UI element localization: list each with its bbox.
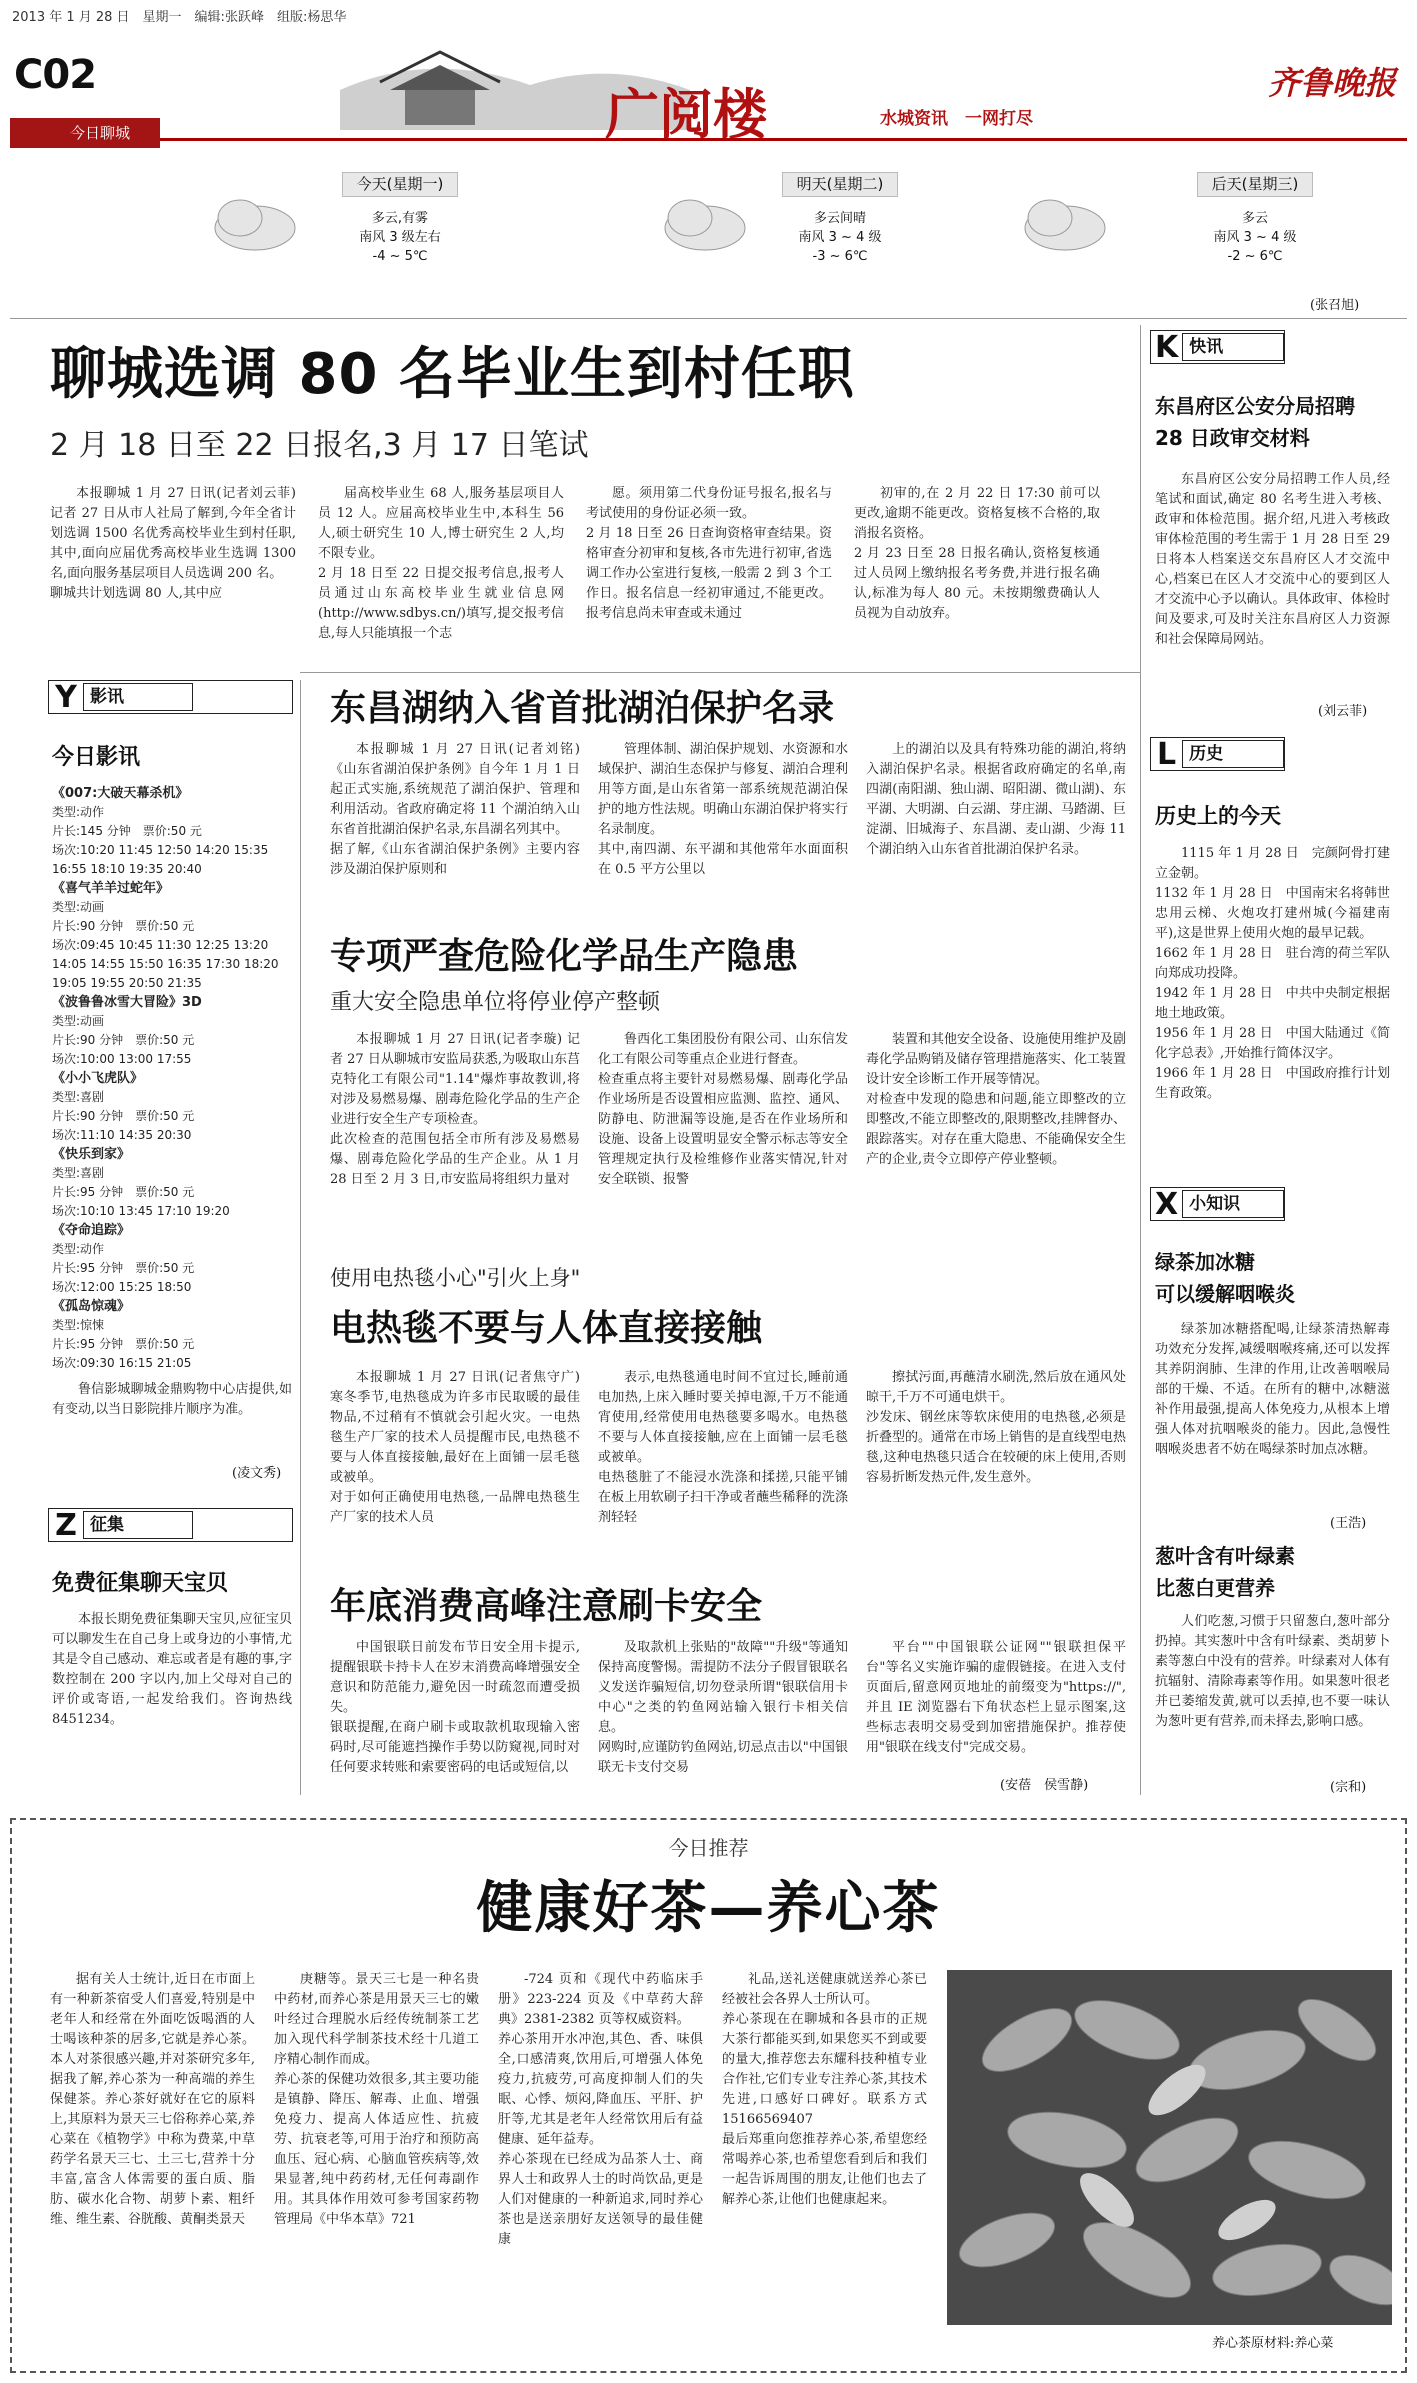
promo-column-3: -724 页和《现代中药临床手册》223-224 页及《中草药大辞典》2381-2382 页等权威资料。 养心茶用开水冲泡,其色、香、味俱全,口感清爽,饮用后,可增强人体免疫力,抗疲劳,可高度抑制人们的失眠、心悸、烦闷,降血压、平肝、护肝等,尤其是老年人经常饮用后有益健康、延年益寿。 养心茶现在已经成为品茶人士、商界人士和政界人士的时尚饮品,更是人们对健康的一种新追求,同时养心茶也是送亲朋好友送领导的最佳健康 — [498, 1972, 703, 2247]
weather-byline: (张召旭) — [1310, 298, 1360, 313]
section-name: 快讯 — [1182, 333, 1284, 361]
zhishi-byline-b: (宗和) — [1330, 1780, 1367, 1795]
lishi-tag — [1150, 737, 1285, 771]
right-column-divider — [1140, 325, 1141, 1795]
zhishi-headline-line2: 可以缓解咽喉炎 — [1155, 1282, 1295, 1306]
film-detail: 类型:喜剧 — [52, 1166, 105, 1180]
page-section-bar — [10, 118, 160, 148]
section-name: 小知识 — [1182, 1190, 1284, 1218]
zhishi-headline-b — [1155, 1540, 1295, 1604]
weather-temp: -4 ~ 5℃ — [372, 249, 428, 264]
blanket-column-1: 本报聊城 1 月 27 日讯(记者焦守广) 寒冬季节,电热毯成为许多市民取暖的最佳物品,不过稍有不慎就会引起火灾。一电热毯生产厂家的技术人员提醒市民,电热毯不要与人体直接接触,最好在上面铺一层毛毯或被单。 对于如何正确使用电热毯,一品牌电热毯生产厂家的技术人员 — [330, 1370, 580, 1525]
film-detail: 19:05 19:55 20:50 21:35 — [52, 976, 202, 990]
yingxun-headline: 今日影讯 — [52, 745, 141, 770]
brand-logo: 齐鲁晚报 — [1268, 64, 1397, 102]
promo-column-4: 礼品,送礼送健康就送养心茶已经被社会各界人士所认可。 养心茶现在在聊城和各县市的正规大茶行都能买到,如果您买不到或要的量大,推荐您去东耀科技种植专业合作社,它们专业专注养心茶,其技术先进,口感好口碑好。联系方式 15166569407 最后郑重向您推荐养心茶,希望您经常喝养心茶,也希望您看到后和我们一起告诉周围的朋友,让他们也去了解养心茶,让他们也健康起来。 — [722, 1972, 927, 2207]
zhishi-headline-a — [1155, 1246, 1295, 1310]
film-detail: 片长:145 分钟 票价:50 元 — [52, 824, 202, 838]
chem-subhead: 重大安全隐患单位将停业停产整顿 — [330, 990, 661, 1015]
film-detail: 场次:09:45 10:45 11:30 12:25 13:20 — [52, 938, 269, 952]
left-column-divider — [300, 680, 301, 1795]
weather-temp: -3 ~ 6℃ — [812, 249, 868, 264]
film-title: 《007:大破天幕杀机》 — [52, 786, 189, 801]
page-section-label: 今日聊城 — [70, 124, 131, 142]
section-letter: Y — [55, 679, 77, 715]
column-title: 广阅楼 — [605, 83, 767, 146]
page-code: C02 — [14, 52, 97, 98]
lake-column-1: 本报聊城 1 月 27 日讯(记者刘铭) 《山东省湖泊保护条例》自今年 1 月 1 日起正式实施,系统规范了湖泊保护、管理和利用活动。省政府确定将 11 个湖泊纳入山东省首批湖泊保护名录,东昌湖名列其中。 据了解,《山东省湖泊保护条例》主要内容涉及湖泊保护原则和 — [330, 742, 580, 877]
film-detail: 片长:90 分钟 票价:50 元 — [52, 919, 195, 933]
weather-desc: 多云 — [1241, 211, 1268, 226]
zhengji-tag — [48, 1508, 293, 1542]
film-detail: 类型:动作 — [52, 1242, 105, 1256]
film-detail: 场次:12:00 15:25 18:50 — [52, 1280, 192, 1294]
lead-column-1: 本报聊城 1 月 27 日讯(记者刘云菲) 记者 27 日从市人社局了解到,今年全省计划选调 1500 名优秀高校毕业生到村任职,其中,面向应届优秀高校毕业生选调 1300 名,面向服务基层项目人员选调 200 名。 聊城共计划选调 80 人,其中应 — [50, 486, 296, 601]
film-detail: 类型:动画 — [52, 900, 105, 914]
lead-column-2: 届高校毕业生 68 人,服务基层项目人员 12 人。应届高校毕业生中,本科生 56 人,硕士研究生 10 人,博士研究生 2 人,均不限专业。 2 月 18 日至 22 日提交报考信息,报考人员通过山东高校毕业生就业信息网(http://www.sdbys.cn/)填写,提交报考信息,每人只能填报一个志 — [318, 486, 564, 641]
section-name: 征集 — [83, 1511, 193, 1539]
lead-column-3: 愿。须用第二代身份证号报名,报名与考试使用的身份证必须一致。 2 月 18 日至 26 日查询资格审查结果。资格审查分初审和复核,各市先进行初审,省选调工作办公室进行复核,一般需 2 到 3 个工作日。报名信息一经初审通过,不能更改。报考信息尚未审查或未通过 — [586, 486, 832, 621]
film-detail: 场次:11:10 14:35 20:30 — [52, 1128, 192, 1142]
lead-headline: 聊城选调 80 名毕业生到村任职 — [50, 342, 855, 407]
tea-plant-photo — [947, 1970, 1392, 2325]
weather-after — [1160, 172, 1350, 266]
zhishi-body-a: 绿茶加冰糖搭配喝,让绿茶清热解毒功效充分发挥,减缓咽喉疼痛,还可以发挥其养阴润肺、生津的作用,让改善咽喉局部的干燥、不适。在所有的糖中,冰糖滋补作用最强,提高人体免疫力,从根本上增强人体对抗咽喉炎的能力。因此,急慢性咽喉炎患者不妨在喝绿茶时加点冰糖。 — [1155, 1322, 1390, 1457]
lishi-headline: 历史上的今天 — [1155, 804, 1281, 828]
film-detail: 片长:95 分钟 票价:50 元 — [52, 1337, 195, 1351]
photo-caption: 养心茶原材料:养心菜 — [1212, 2336, 1334, 2351]
promo-kicker: 今日推荐 — [668, 1836, 749, 1860]
weather-today — [310, 172, 490, 266]
film-detail: 片长:90 分钟 票价:50 元 — [52, 1109, 195, 1123]
lake-headline: 东昌湖纳入省首批湖泊保护名录 — [330, 688, 835, 729]
section-letter: Z — [55, 1507, 77, 1543]
chem-headline: 专项严查危险化学品生产隐患 — [330, 936, 799, 977]
film-detail: 类型:惊悚 — [52, 1318, 105, 1332]
chem-column-2: 鲁西化工集团股份有限公司、山东信发化工有限公司等重点企业进行督查。 检查重点将主要针对易燃易爆、剧毒化学品作业场所是否设置相应监测、监控、通风、防静电、防泄漏等设施,是否在作业场所和设施、设备上设置明显安全警示标志等安全管理规定执行及检维修作业落实情况,针对安全联锁、报警 — [598, 1032, 848, 1187]
card-column-3: 平台""中国银联公证网""银联担保平台"等名义实施诈骗的虚假链接。在进入支付页面后,留意网页地址的前缀变为"https://",并且 IE 浏览器右下角状态栏上显示图案,这些标志表明交易受到加密措施保护。推荐使用"银联在线支付"完成交易。 — [866, 1640, 1126, 1755]
weather-day-label: 今天(星期一) — [342, 172, 459, 197]
lead-subhead: 2 月 18 日至 22 日报名,3 月 17 日笔试 — [50, 428, 589, 463]
card-column-2: 及取款机上张贴的"故障""升级"等通知保持高度警惕。需提防不法分子假冒银联名义发送诈骗短信,切勿登录所谓"银联信用卡中心"之类的钓鱼网站输入银行卡相关信息。 网购时,应谨防钓鱼网站,切忌点击以"中国银联无卡支付交易 — [598, 1640, 848, 1775]
zhishi-body-b: 人们吃葱,习惯于只留葱白,葱叶部分扔掉。其实葱叶中含有叶绿素、类胡萝卜素等葱白中没有的营养。叶绿素对人体有抗辐射、清除毒素等作用。如果葱叶很老并已萎缩发黄,就可以丢掉,也不要一味认为葱叶更有营养,而未择去,影响口感。 — [1155, 1614, 1390, 1729]
weather-wind: 南风 3 ~ 4 级 — [1213, 230, 1297, 245]
film-detail: 16:55 18:10 19:35 20:40 — [52, 862, 202, 876]
kuaixun-byline: (刘云菲) — [1318, 704, 1368, 719]
section-letter: K — [1154, 329, 1179, 365]
film-detail: 场次:10:00 13:00 17:55 — [52, 1052, 192, 1066]
promo-column-1: 据有关人士统计,近日在市面上有一种新茶宿受人们喜爱,特别是中老年人和经常在外面吃饭喝酒的人士喝该种茶的居多,它就是养心茶。本人对茶很感兴趣,并对茶研究多年,据我了解,养心茶为一种高端的养生保健茶。养心茶好就好在它的原料上,其原料为景天三七俗称养心菜,养心菜在《植物学》中称为费菜,中草药学名景天三七、土三七,营养十分丰富,富含人体需要的蛋白质、脂肪、碳水化合物、胡萝卜素、粗纤维、维生素、谷胱酸、黄酮类景天 — [50, 1972, 255, 2227]
zhengji-headline: 免费征集聊天宝贝 — [52, 1571, 229, 1596]
yingxun-note: 鲁信影城聊城金鼎购物中心店提供,如有变动,以当日影院排片顺序为准。 — [52, 1382, 292, 1417]
section-letter: L — [1157, 736, 1177, 772]
section-name: 历史 — [1182, 740, 1284, 768]
lake-column-3: 上的湖泊以及具有特殊功能的湖泊,将纳入湖泊保护名录。根据省政府确定的名单,南四湖(南阳湖、独山湖、昭阳湖、微山湖)、东平湖、大明湖、白云湖、芽庄湖、马踏湖、巨淀湖、旧城海子、东昌湖、麦山湖、少海 11 个湖泊纳入山东省首批湖泊保护名录。 — [866, 742, 1126, 857]
cloud-sun-icon — [650, 188, 750, 258]
zhishi-headline-line1: 绿茶加冰糖 — [1155, 1250, 1255, 1274]
section-letter: X — [1154, 1186, 1179, 1222]
promo-headline: 健康好茶—养心茶 — [476, 1876, 941, 1941]
card-byline: (安蓓 侯雪静) — [1000, 1778, 1089, 1793]
kuaixun-headline-line2: 28 日政审交材料 — [1155, 426, 1310, 450]
film-title: 《喜气羊羊过蛇年》 — [52, 881, 170, 896]
zhishi-headline-line4: 比葱白更营养 — [1155, 1576, 1275, 1600]
kuaixun-headline-line1: 东昌府区公安分局招聘 — [1155, 394, 1355, 418]
tea-plant-image — [947, 1970, 1392, 2325]
yingxun-tag — [48, 680, 293, 714]
chem-column-1: 本报聊城 1 月 27 日讯(记者李璇) 记者 27 日从聊城市安监局获悉,为吸取山东莒克特化工有限公司"1.14"爆炸事故教训,将对涉及易燃易爆、剧毒危险化学品的生产企业进行安全生产专项检查。 此次检查的范围包括全市所有涉及易燃易爆、剧毒危险化学品的生产企业。从 1 月 28 日至 2 月 3 日,市安监局将组织力量对 — [330, 1032, 580, 1187]
film-title: 《孤岛惊魂》 — [52, 1299, 131, 1314]
film-detail: 片长:95 分钟 票价:50 元 — [52, 1261, 195, 1275]
yingxun-byline: (凌文秀) — [232, 1466, 282, 1481]
film-detail: 场次:09:30 16:15 21:05 — [52, 1356, 192, 1370]
film-title: 《小小飞虎队》 — [52, 1071, 144, 1086]
zhishi-headline-line3: 葱叶含有叶绿素 — [1155, 1544, 1295, 1568]
cloud-icon — [1010, 188, 1110, 258]
zhishi-byline-a: (王浩) — [1330, 1516, 1367, 1531]
blanket-column-2: 表示,电热毯通电时间不宜过长,睡前通电加热,上床入睡时要关掉电源,千万不能通宵使用,经常使用电热毯要多喝水。电热毯不要与人体直接接触,应在上面铺一层毛毯或被单。 电热毯脏了不能浸水洗涤和揉搓,只能平铺在板上用软刷子扫干净或者蘸些稀释的洗涤剂轻轻 — [598, 1370, 848, 1525]
film-detail: 类型:动画 — [52, 1014, 105, 1028]
film-title: 《波鲁鲁冰雪大冒险》3D — [52, 995, 202, 1010]
card-headline: 年底消费高峰注意刷卡安全 — [330, 1586, 763, 1627]
cloud-icon — [200, 188, 300, 258]
weather-temp: -2 ~ 6℃ — [1227, 249, 1283, 264]
kuaixun-tag — [1150, 330, 1285, 364]
kuaixun-headline — [1155, 390, 1355, 454]
blanket-headline: 电热毯不要与人体直接接触 — [330, 1308, 763, 1349]
weather-tomorrow — [745, 172, 935, 266]
divider — [10, 318, 1407, 319]
film-detail: 场次:10:10 13:45 17:10 19:20 — [52, 1204, 230, 1218]
card-column-1: 中国银联日前发布节日安全用卡提示,提醒银联卡持卡人在岁末消费高峰增强安全意识和防范能力,避免因一时疏忽而遭受损失。 银联提醒,在商户刷卡或取款机取现输入密码时,尽可能遮挡操作手势以防窥视,同时对任何要求转账和索要密码的电话或短信,以 — [330, 1640, 580, 1775]
weather-day-label: 后天(星期三) — [1197, 172, 1314, 197]
weather-desc: 多云间晴 — [813, 211, 866, 226]
film-detail: 类型:动作 — [52, 805, 105, 819]
dateline: 2013 年 1 月 28 日 星期一 编辑:张跃峰 组版:杨思华 — [12, 10, 347, 25]
promo-column-2: 庚糖等。景天三七是一种名贵中药材,而养心茶是用景天三七的嫩叶经过合理脱水后经传统制茶工艺加入现代科学制茶技术经十几道工序精心制作而成。 养心茶的保健功效很多,其主要功能是镇静、降压、解毒、止血、增强免疫力、提高人体适应性、抗疲劳、抗衰老等,可用于治疗和预防高血压、冠心病、心脑血管疾病等,效果显著,纯中药药材,无任何毒副作用。其具体作用效可参考国家药物管理局《中华本草》721 — [274, 1972, 479, 2227]
film-title: 《快乐到家》 — [52, 1147, 131, 1162]
film-list — [52, 784, 292, 1373]
lishi-body: 1115 年 1 月 28 日 完颜阿骨打建立金朝。 1132 年 1 月 28 日 中国南宋名将韩世忠用云梯、火炮攻打建州城(今福建南平),这是世界上使用火炮的最早记载。 1662 年 1 月 28 日 驻台湾的荷兰军队向郑成功投降。 1942 年 1 月 28 日 中共中央制定根据地土地政策。 1956 年 1 月 28 日 中国大陆通过《简化字总表》,开始推行简体汉字。 1966 年 1 月 28 日 中国政府推行计划生育政策。 — [1155, 846, 1390, 1101]
film-detail: 14:05 14:55 15:50 16:35 17:30 18:20 — [52, 957, 279, 971]
column-slogan: 水城资讯 一网打尽 — [880, 109, 1033, 129]
weather-wind: 南风 3 ~ 4 级 — [798, 230, 882, 245]
divider — [300, 672, 1140, 673]
zhengji-body: 本报长期免费征集聊天宝贝,应征宝贝可以聊发生在自己身上或身边的小事情,尤其是令自己感动、难忘或者是有趣的事,字数控制在 200 字以内,加上父母对自己的评价或寄语,一起发给我们。咨询热线 8451234。 — [52, 1612, 292, 1727]
lake-column-2: 管理体制、湖泊保护规划、水资源和水域保护、湖泊生态保护与修复、湖泊合理利用等方面,是山东省第一部系统规范湖泊保护的地方性法规。明确山东湖泊保护将实行名录制度。 其中,南四湖、东平湖和其他常年水面面积在 0.5 平方公里以 — [598, 742, 848, 877]
weather-strip — [10, 158, 1407, 328]
section-name: 影讯 — [83, 683, 193, 711]
film-detail: 类型:喜剧 — [52, 1090, 105, 1104]
promo-box — [10, 1818, 1407, 2373]
film-detail: 片长:95 分钟 票价:50 元 — [52, 1185, 195, 1199]
weather-desc: 多云,有雾 — [371, 211, 429, 226]
zhishi-tag — [1150, 1187, 1285, 1221]
kuaixun-body: 东昌府区公安分局招聘工作人员,经笔试和面试,确定 80 名考生进入考核、政审和体检范围。据介绍,凡进入考核政审体检范围的考生需于 1 月 28 日至 29 日将本人档案送交东昌府区人才交流中心,档案已在区人才交流中心的要到区人才交流中心予以确认。具体政审、体检时间及要求,可及时关注东昌府区人力资源和社会保障局网站。 — [1155, 472, 1390, 647]
weather-wind: 南风 3 级左右 — [359, 230, 441, 245]
weather-day-label: 明天(星期二) — [782, 172, 899, 197]
chem-column-3: 装置和其他安全设备、设施使用维护及剧毒化学品购销及储存管理措施落实、化工装置设计安全诊断工作开展等情况。 对检查中发现的隐患和问题,能立即整改的立即整改,不能立即整改的,限期整改,挂牌督办、跟踪落实。对存在重大隐患、不能确保安全生产的企业,责令立即停产停业整顿。 — [866, 1032, 1126, 1167]
film-detail: 场次:10:20 11:45 12:50 14:20 15:35 — [52, 843, 269, 857]
blanket-column-3: 擦拭污面,再蘸清水刷洗,然后放在通风处晾干,千万不可通电烘干。 沙发床、钢丝床等软床使用的电热毯,必须是折叠型的。通常在市场上销售的是直线型电热毯,这种电热毯只适合在较硬的床上使用,否则容易折断发热元件,发生意外。 — [866, 1370, 1126, 1485]
film-title: 《夺命追踪》 — [52, 1223, 131, 1238]
lead-column-4: 初审的,在 2 月 22 日 17:30 前可以更改,逾期不能更改。资格复核不合格的,取消报名资格。 2 月 23 日至 28 日报名确认,资格复核通过人员网上缴纳报名考务费,并进行报名确认,标准为每人 80 元。未按期缴费确认人员视为自动放弃。 — [854, 486, 1100, 621]
film-detail: 片长:90 分钟 票价:50 元 — [52, 1033, 195, 1047]
blanket-kicker: 使用电热毯小心"引火上身" — [330, 1266, 581, 1290]
